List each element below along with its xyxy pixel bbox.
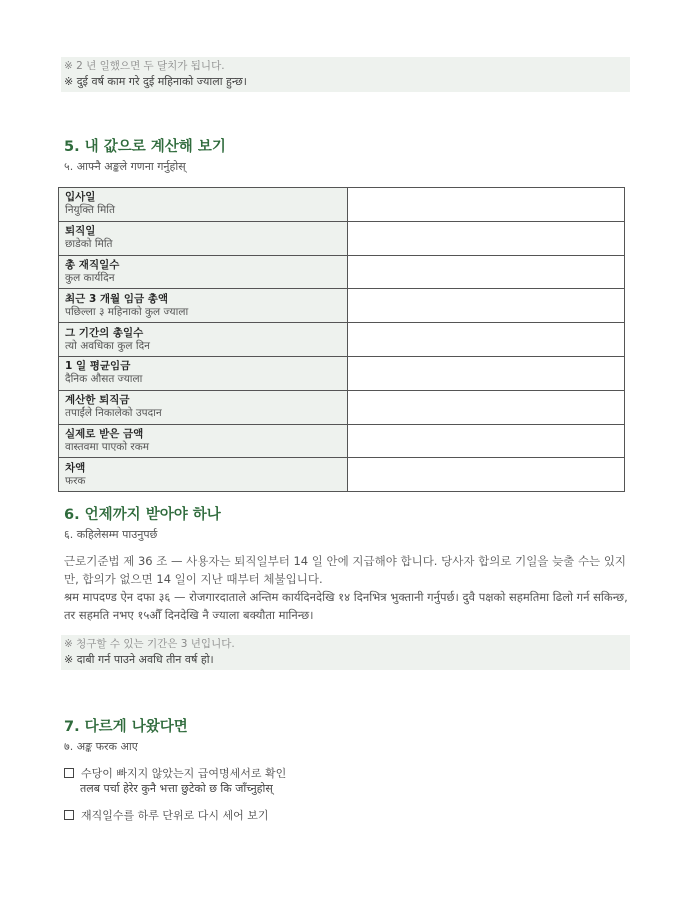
row-label-cell	[59, 323, 348, 357]
calculation-table	[58, 187, 625, 492]
checklist-item-korean: 재직일수를 하루 단위로 다시 세어 보기	[81, 809, 269, 822]
table-row	[59, 458, 625, 492]
row-value-field[interactable]	[348, 289, 625, 323]
row-value-field[interactable]	[348, 458, 625, 492]
table-row	[59, 255, 625, 289]
section-7-subtitle: ७. अङ्क फरक आए	[64, 740, 138, 753]
row-value-field[interactable]	[348, 221, 625, 255]
row-label-cell	[59, 188, 348, 222]
table-row	[59, 424, 625, 458]
section-7-heading: 7. 다르게 나왔다면	[64, 719, 188, 735]
row-value-field[interactable]	[348, 390, 625, 424]
row-label-korean: 계산한 퇴직금	[65, 394, 130, 407]
row-value-field[interactable]	[348, 255, 625, 289]
table-row	[59, 188, 625, 222]
checklist-item-korean: 수당이 빠지지 않았는지 급여명세서로 확인	[81, 767, 287, 780]
checklist-item[interactable]	[64, 766, 286, 796]
row-label-nepali: तपाईंले निकालेको उपदान	[65, 407, 162, 420]
row-label-nepali: कुल कार्यदिन	[65, 271, 115, 284]
row-value-field[interactable]	[348, 356, 625, 390]
table-row	[59, 221, 625, 255]
note-nepali: ※ दाबी गर्न पाउने अवधि तीन वर्ष हो।	[64, 653, 214, 666]
row-label-cell	[59, 458, 348, 492]
row-label-nepali: छाडेको मिति	[65, 238, 113, 251]
section-6-paragraph	[64, 552, 629, 624]
section-6-heading: 6. 언제까지 받아야 하나	[64, 507, 221, 523]
row-value-field[interactable]	[348, 323, 625, 357]
row-label-korean: 차액	[65, 461, 86, 474]
table-row	[59, 390, 625, 424]
table-row	[59, 323, 625, 357]
row-label-nepali: नियुक्ति मिति	[65, 204, 116, 217]
row-label-nepali: पछिल्ला ३ महिनाको कुल ज्याला	[65, 305, 189, 318]
table-row	[59, 356, 625, 390]
row-label-nepali: त्यो अवधिका कुल दिन	[65, 339, 150, 352]
note-box-severance	[61, 57, 630, 92]
paragraph-nepali: श्रम मापदण्ड ऐन दफा ३६ — रोजगारदाताले अन्तिम कार्यदिनदेखि १४ दिनभित्र भुक्तानी गर्नुपर्छ। दुवै पक्षको सहमतिमा ढिलो गर्न सकिन्छ, तर सहमति नभए १५औँ दिनदेखि नै ज्याला बक्यौता मानिन्छ।	[64, 590, 628, 622]
row-value-field[interactable]	[348, 188, 625, 222]
row-label-cell	[59, 221, 348, 255]
checklist-item-nepali: तलब पर्चा हेरेर कुनै भत्ता छुटेको छ कि जाँच्नुहोस्	[80, 782, 273, 795]
row-label-cell	[59, 424, 348, 458]
section-5-subtitle: ५. आफ्नै अङ्कले गणना गर्नुहोस्	[64, 160, 186, 173]
checkbox-icon[interactable]	[64, 768, 74, 778]
note-nepali: ※ दुई वर्ष काम गरे दुई महिनाको ज्याला हुन्छ।	[64, 75, 247, 88]
row-label-korean: 총 재직일수	[65, 258, 120, 271]
row-label-cell	[59, 255, 348, 289]
row-label-nepali: फरक	[65, 474, 86, 487]
row-label-korean: 퇴직일	[65, 225, 96, 238]
section-6-subtitle: ६. कहिलेसम्म पाउनुपर्छ	[64, 528, 158, 541]
paragraph-korean: 근로기준법 제 36 조 — 사용자는 퇴직일부터 14 일 안에 지급해야 합니다. 당사자 합의로 기일을 늦출 수는 있지만, 합의가 없으면 14 일이 지난 때부터 체불입니다.	[64, 554, 627, 586]
note-korean: ※ 2 년 일했으면 두 달치가 됩니다.	[64, 60, 225, 72]
row-label-korean: 입사일	[65, 191, 96, 204]
table-row	[59, 289, 625, 323]
section-5-heading: 5. 내 값으로 계산해 보기	[64, 139, 226, 155]
row-label-cell	[59, 289, 348, 323]
note-box-claim-period	[61, 635, 630, 670]
row-label-cell	[59, 390, 348, 424]
row-label-nepali: वास्तवमा पाएको रकम	[65, 440, 150, 453]
row-label-korean: 실제로 받은 금액	[65, 427, 144, 440]
note-korean: ※ 청구할 수 있는 기간은 3 년입니다.	[64, 638, 235, 650]
checklist-item[interactable]	[64, 808, 269, 823]
row-label-korean: 그 기간의 총일수	[65, 326, 144, 339]
checkbox-icon[interactable]	[64, 810, 74, 820]
row-label-nepali: दैनिक औसत ज्याला	[65, 373, 143, 386]
row-label-cell	[59, 356, 348, 390]
row-value-field[interactable]	[348, 424, 625, 458]
row-label-korean: 1 일 평균임금	[65, 360, 131, 373]
row-label-korean: 최근 3 개월 임금 총액	[65, 292, 169, 305]
